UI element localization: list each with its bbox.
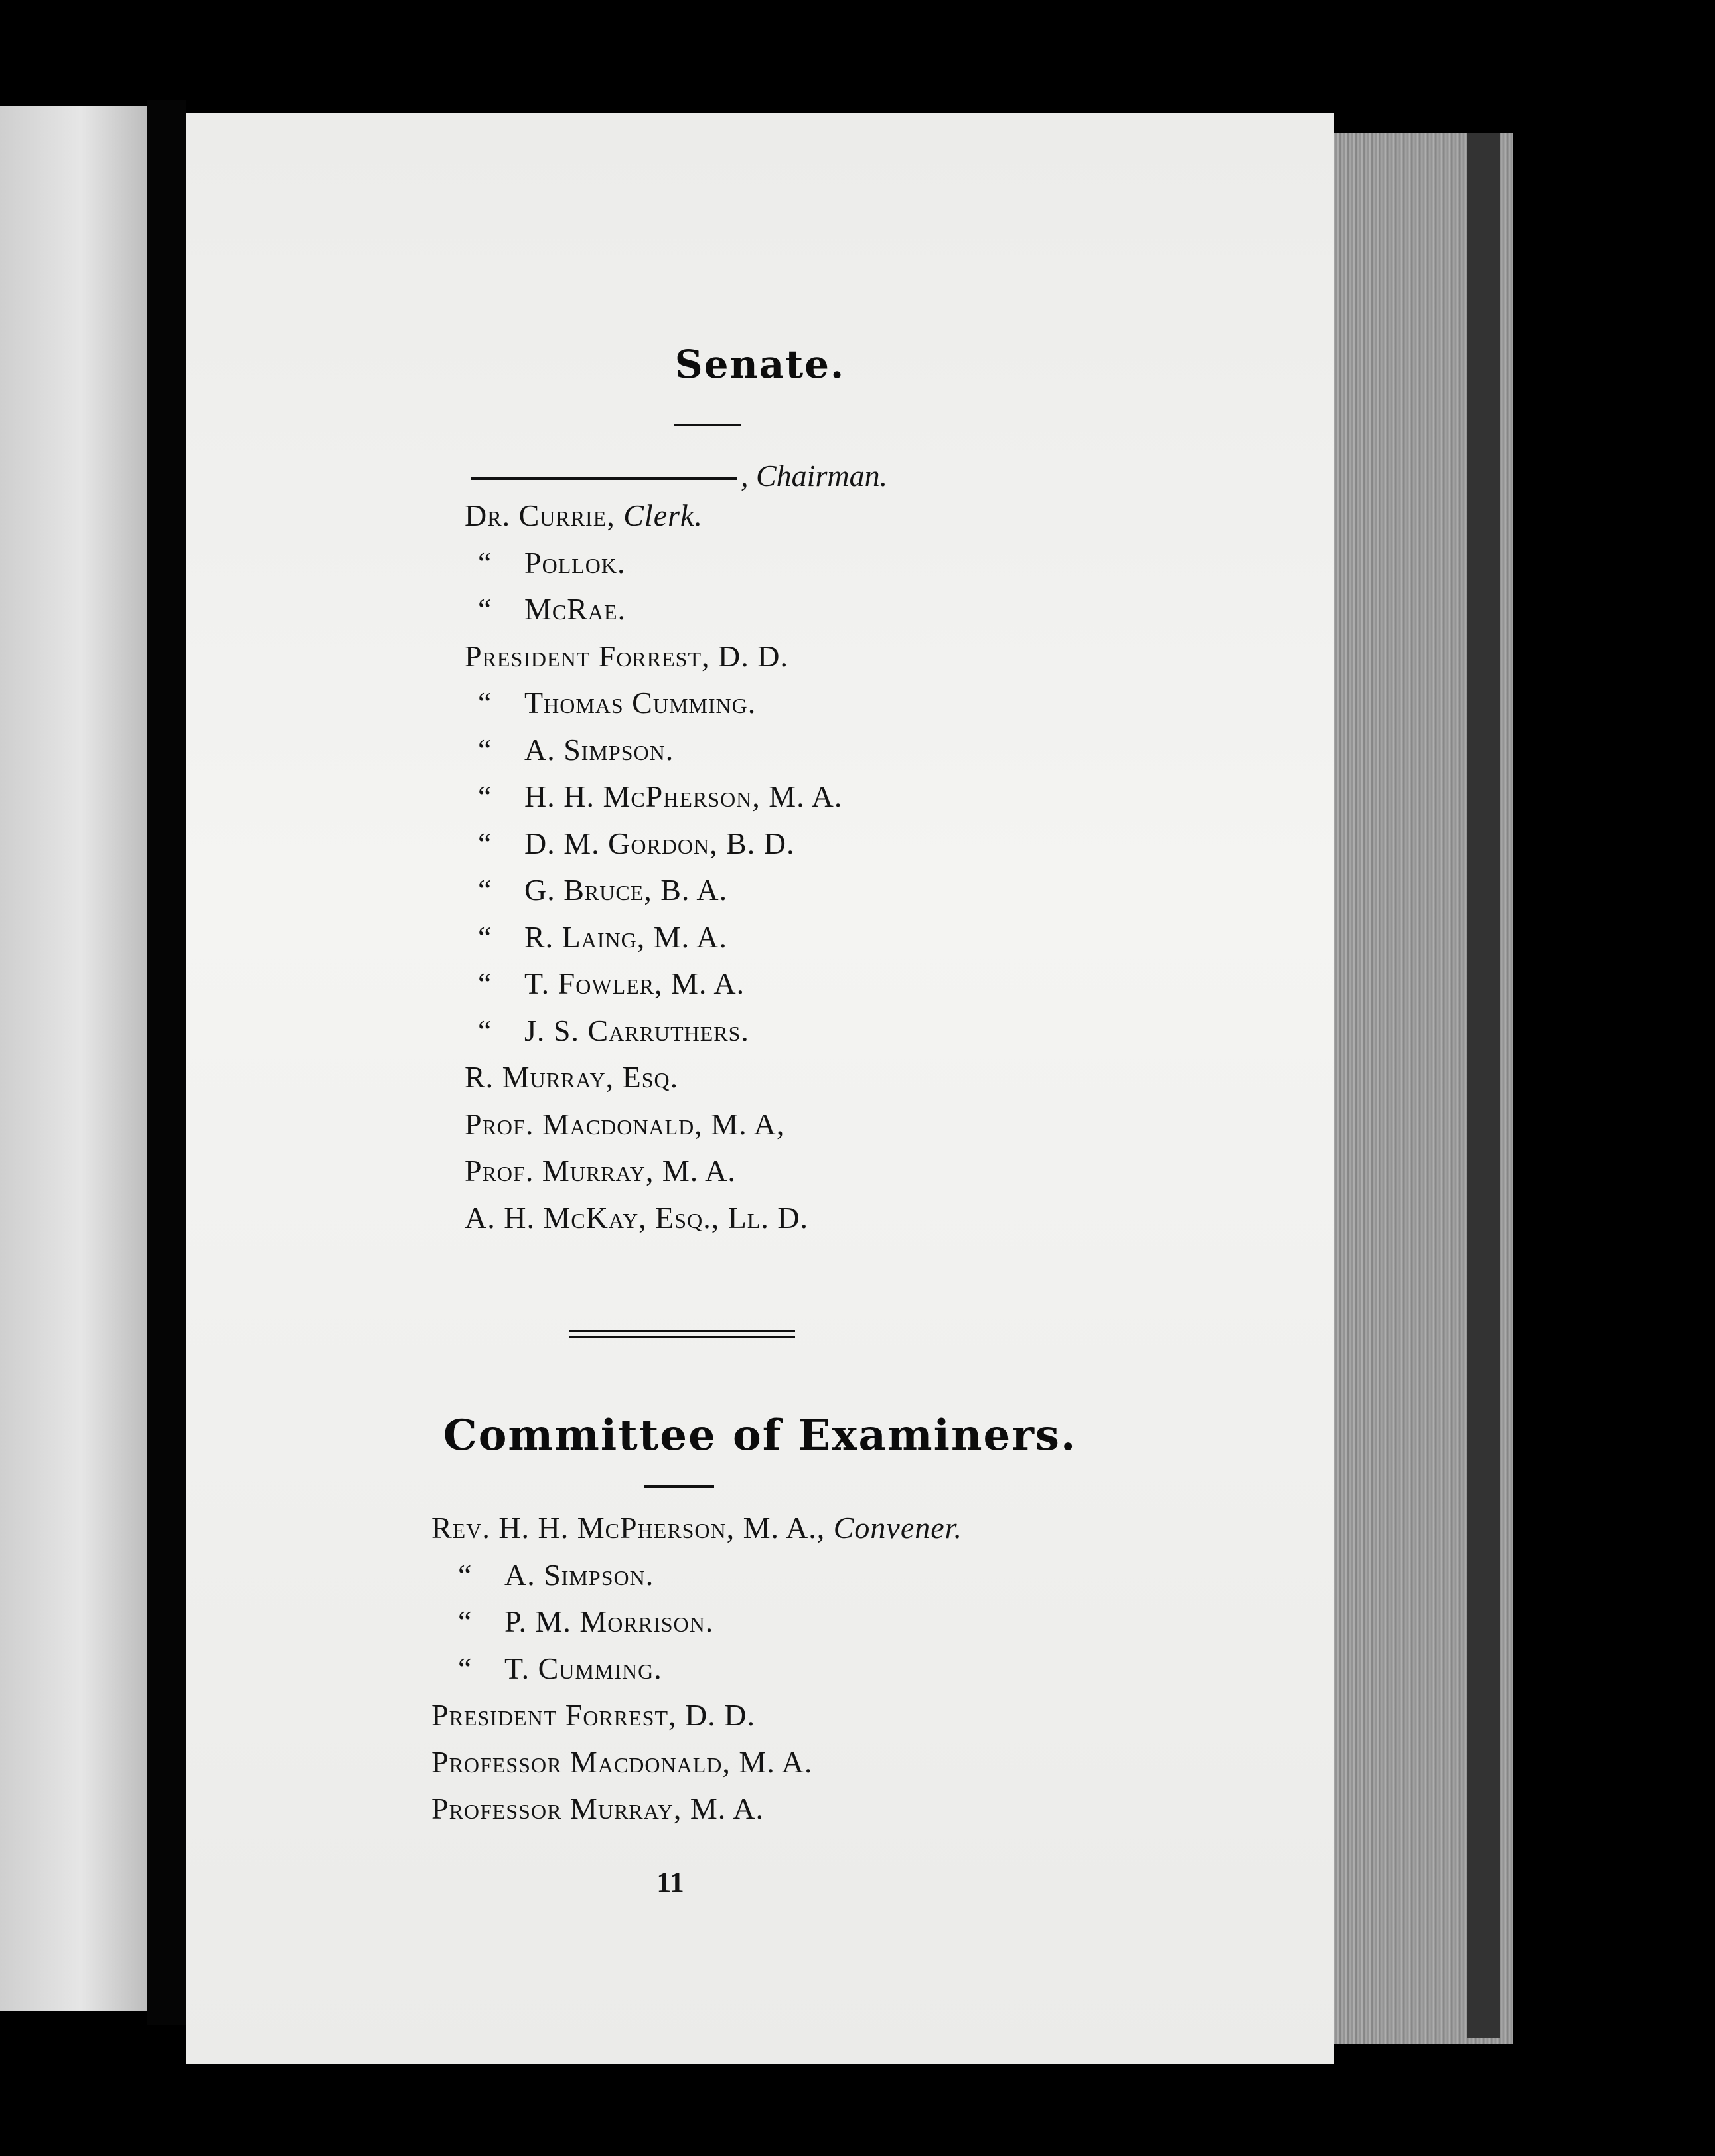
chairman-line — [471, 458, 887, 493]
examiners-member-line — [431, 1697, 755, 1733]
member-name: D. M. Gordon, B. D. — [524, 826, 795, 860]
ditto-mark: “ — [478, 919, 492, 954]
senate-member-line — [465, 1200, 808, 1235]
cover-edge — [1467, 133, 1500, 2038]
member-name: Dr. Currie, — [465, 499, 615, 532]
member-role: Clerk. — [623, 499, 703, 532]
senate-member-line — [478, 919, 727, 955]
ditto-mark: “ — [478, 545, 492, 579]
senate-member-line — [465, 639, 788, 674]
senate-heading-rule — [674, 424, 741, 426]
member-name: A. Simpson. — [524, 732, 674, 767]
senate-member-line — [478, 779, 842, 814]
senate-member-line — [478, 732, 674, 767]
facing-page-edge — [0, 106, 147, 2011]
ditto-mark: “ — [478, 686, 492, 720]
examiners-member-line — [431, 1510, 962, 1545]
ditto-mark: “ — [478, 1013, 492, 1047]
book-gutter — [147, 100, 186, 2025]
member-name: Professor Murray, M. A. — [431, 1792, 764, 1825]
member-name: President Forrest, D. D. — [431, 1698, 755, 1732]
member-name: McRae. — [524, 592, 627, 626]
ditto-mark: “ — [478, 779, 492, 813]
ditto-mark: “ — [458, 1651, 473, 1685]
page-number: 11 — [656, 1866, 684, 1898]
member-name: Prof. Macdonald, M. A, — [465, 1107, 785, 1141]
member-name: T. Fowler, M. A. — [524, 966, 745, 1000]
senate-member-line — [478, 966, 745, 1001]
senate-member-line — [465, 1059, 678, 1095]
senate-member-line — [478, 591, 626, 627]
senate-member-line — [478, 685, 756, 720]
book-page — [186, 113, 1334, 2064]
section-divider — [569, 1330, 795, 1338]
member-name: P. M. Morrison. — [504, 1604, 714, 1638]
chairman-blank — [471, 477, 737, 480]
member-name: J. S. Carruthers. — [524, 1013, 749, 1047]
senate-member-line — [465, 1107, 784, 1142]
ditto-mark: “ — [478, 966, 492, 1000]
examiners-heading-rule — [644, 1485, 714, 1488]
member-name: Prof. Murray, M. A. — [465, 1154, 736, 1188]
member-role: Convener. — [833, 1511, 962, 1545]
member-name: Thomas Cumming. — [524, 686, 757, 720]
examiners-heading: Committee of Examiners. — [443, 1411, 1077, 1460]
examiners-member-line — [458, 1604, 713, 1639]
member-name: R. Murray, Esq. — [465, 1060, 679, 1094]
ditto-mark: “ — [478, 592, 492, 626]
member-name: A. H. McKay, Esq., Ll. D. — [465, 1200, 809, 1235]
ditto-mark: “ — [478, 732, 492, 767]
member-name: Professor Macdonald, M. A. — [431, 1744, 813, 1779]
member-name: Pollok. — [524, 545, 626, 579]
senate-heading: Senate. — [674, 342, 846, 387]
ditto-mark: “ — [458, 1557, 473, 1592]
ditto-mark: “ — [458, 1604, 473, 1638]
member-name: H. H. McPherson, M. A. — [524, 779, 843, 813]
senate-member-line — [478, 545, 626, 580]
examiners-member-line — [431, 1791, 764, 1826]
member-name: A. Simpson. — [504, 1557, 654, 1592]
examiners-member-line — [431, 1744, 812, 1780]
member-name: T. Cumming. — [504, 1651, 662, 1685]
senate-member-line — [465, 498, 703, 533]
ditto-mark: “ — [478, 873, 492, 907]
member-name: President Forrest, D. D. — [465, 639, 788, 673]
member-name: G. Bruce, B. A. — [524, 873, 728, 907]
senate-member-line — [465, 1153, 736, 1188]
senate-member-line — [478, 1013, 749, 1048]
senate-member-line — [478, 826, 795, 861]
examiners-member-line — [458, 1557, 654, 1592]
member-name: R. Laing, M. A. — [524, 919, 727, 954]
senate-member-line — [478, 872, 727, 907]
member-name: Rev. H. H. McPherson, M. A., — [431, 1511, 826, 1545]
ditto-mark: “ — [478, 826, 492, 860]
chairman-label: , Chairman. — [741, 459, 888, 493]
examiners-member-line — [458, 1651, 662, 1686]
